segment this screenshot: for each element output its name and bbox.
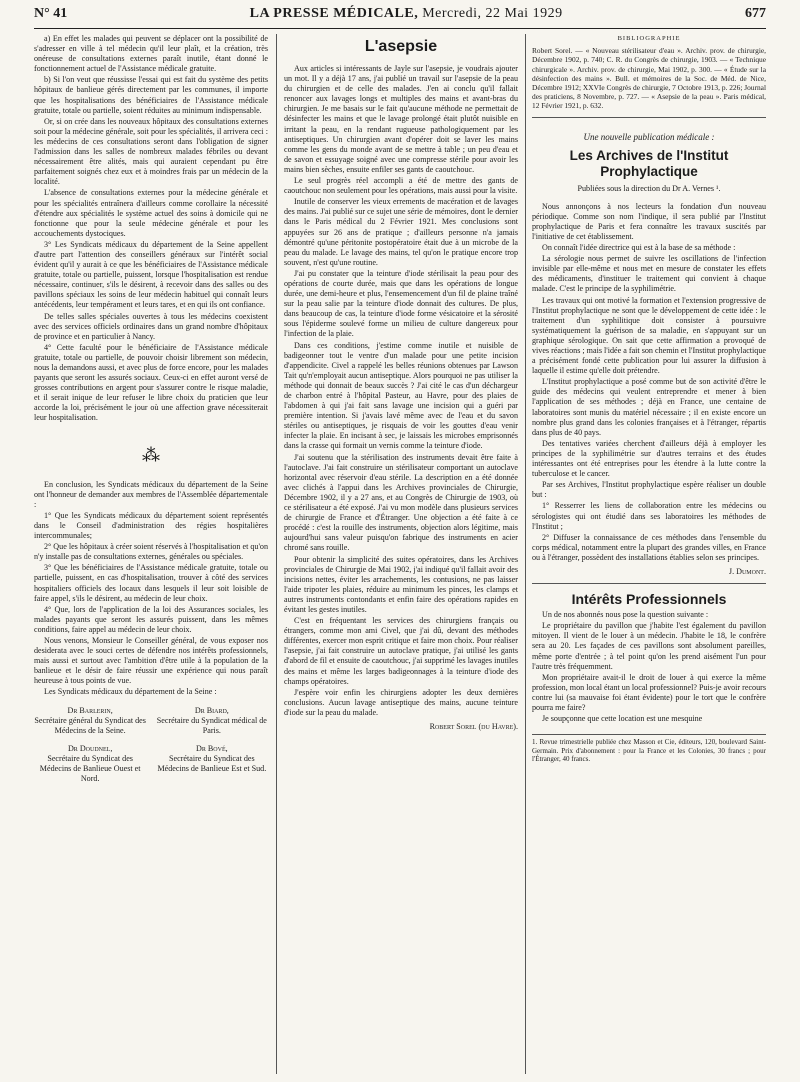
paragraph: Les travaux qui ont motivé la formation et l'extension progressive de l'Institut prophylactique ne sont que le développement de cette idée : le traitement d'un syphilitique doit consister à poursuivre systématiquement la guérison de sa maladie, en s'appuyant sur un graphique sérologique. On sait que cette affirmation a provoqué de vives réactions ; mais l'idée a fait son chemin et l'Institut prophylactique a précisément fondé cette publication pour lui assurer la diffusion à laquelle il estime qu'elle doit prétendre. (532, 295, 766, 376)
paragraph: Or, si on crée dans les nouveaux hôpitaux des consultations externes soit pour la médecine générale, soit pour les spécialités, il arrivera ceci : les médecins de ces consultations seront dans l'obligation de signer l'admission dans les salles de nombreux malades fébriles ou devant nécessairement être alités, mais qui auraient cependant pu être parfaitement soignés chez eux et à moindres frais par un médecin de la localité. (34, 116, 268, 187)
column-left (34, 34, 268, 1074)
paragraph: Le seul progrès réel accompli a été de mettre des gants de caoutchouc non seulement pour les opérations, mais aussi pour la visite. (284, 176, 518, 196)
paragraph: C'est en fréquentant les services des chirurgiens français ou étrangers, comme mon ami Civel, que j'ai dû, devant des méthodes différentes, exercer mon esprit critique et faire mon choix. Pour réaliser l'asepsie, j'ai fait construire un autoclave pratique, j'ai utilisé les gants d'abord de fil et ensuite de caoutchouc, j'ai supprimé les lavages inutiles des mains et même les larges badigeonnages à la teinture d'iode des champs opératoires. (284, 616, 518, 686)
paragraph: La sérologie nous permet de suivre les oscillations de l'infection invisible par elle-même et nous met en mesure de constater les effets des médicaments, d'instituer le traitement qui convient à chaque malade. C'est le principe de la syphilimétrie. (532, 254, 766, 294)
interets-title: Intérêts Professionnels (571, 591, 727, 608)
article-title-asepsie: L'asepsie (364, 38, 438, 55)
paragraph: Par ses Archives, l'Institut prophylactique espère réaliser un double but : (532, 480, 766, 500)
conclusion-paragraph: 1° Que les Syndicats médicaux du département soient représentés dans le Conseil d'administration des régies hospitalières intercommunales; (34, 510, 268, 541)
asepsie-paragraphs (284, 64, 518, 718)
signature-doudnel (34, 744, 146, 784)
publication-subtitle: Publiées sous la direction du Dr A. Vernes ¹. (577, 183, 721, 193)
column-middle (284, 34, 518, 1074)
issue-number: N° 41 (34, 6, 68, 21)
issue-date: Mercredi, 22 Mai 1929 (422, 6, 563, 21)
paragraph: Pour obtenir la simplicité des suites opératoires, dans les Archives provinciales de Chirurgie de Mai 1902, j'ai indiqué qu'il fallait avoir des incisions nettes, éviter les arrachements, les contusions, ne pas laisser l'aide tripoter les plaies, réduire au minimum les pinces, les clamps et autres instruments contondants et enfin faire des opérations rapides en évitant les gestes inutiles. (284, 554, 518, 614)
signatures (34, 706, 268, 793)
paragraph: L'Institut prophylactique a posé comme but de son activité d'être le guide des médecins qui veulent entreprendre et mener à bien l'application de ses méthodes ; déjà en France, une centaine de laboratoires sont munis du matériel nécessaire ; il en existe encore un nombre plus grand dans les colonies françaises et à l'étranger, répartis dans plus de 40 pays. (532, 377, 766, 437)
paragraph: J'ai pu constater que la teinture d'iode stérilisait la peau pour des opérations de courte durée, mais que dans les opérations de longue durée, une demi-heure et plus, l'ensemencement d'un fil de plaine traîné sur la peau salie par la teinture d'iode donnait des cultures. De plus, dans beaucoup de cas, la teinture d'iode forme vésicatoire et la sérosité sous l'épiderme soulevé forme un milieu de culture dangereux pour l'infection de la plaie. (284, 268, 518, 339)
conclusion-paragraph: 4° Que, lors de l'application de la loi des Assurances sociales, les malades payants que seront les assurés puissent, dans les mêmes conditions, faire appel au médecin de leur choix. (34, 604, 268, 634)
conclusion-paragraph: Nous venons, Monsieur le Conseiller général, de vous exposer nos desiderata avec le souci certes de défendre nos intérêts professionnels, mais aussi et surtout avec l'ambition d'être utile à la population de la banlieue et le désir de faire réussir une expérience qui nous paraît heureuse à tous points de vue. (34, 635, 268, 686)
signature-role: Secrétaire du Syndicat des Médecins de Banlieue Est et Sud. (157, 753, 267, 773)
publication-title: Les Archives de l'Institut Prophylactique (569, 147, 729, 179)
paragraph: On connaît l'idée directrice qui est à la base de sa méthode : (542, 243, 736, 253)
paragraph: Dans ces conditions, j'estime comme inutile et nuisible de badigeonner tout le ventre d'un malade pour une petite incision d'appendicite. Civel a rappelé les belles réunions obtenues par Lawson Tait qu'n'employait aucun antiseptique. Alors pourquoi ne pas utiliser la méthode qui donnait de beaux succès ? J'ai cité le cas d'un déchargeur de charbon entré à l'hôpital Pasteur, au Havre, pour des plaies de l'abdomen à qui j'ai fait sans lavage une incision qui a guéri par première intention. Si j'avais lavé même avec de l'eau et du savon stériles ou antiseptiques, je risquais de voir les gouttes d'eau venir infecter la plaie. En incisant à sec, je laissais les microbes emprisonnés dans la crasse qui formait un vernis comme la teinture d'iode. (284, 340, 518, 451)
paragraph: 2° Diffuser la connaissance de ces méthodes dans l'ensemble du corps médical, notamment entre la plupart des grandes villes, en France ou à l'étranger, possèdent des installations établies selon ses principes. (532, 532, 766, 562)
signature-role: Secrétaire du Syndicat médical de Paris. (156, 715, 267, 735)
conclusion-paragraph: 2° Que les hôpitaux à créer soient réservés à l'hospitalisation et qu'on n'y installe pas de consultations externes, générales ou spéciales. (34, 542, 268, 562)
paragraph: Nous annonçons à nos lecteurs la fondation d'un nouveau périodique. Comme son nom l'indique, il sera publié par l'Institut prophylactique de Paris et fera connaître les travaux suscités par l'initiative de cet établissement. (532, 201, 766, 241)
signature-name: Dr Doudnel, (67, 743, 113, 753)
interets-paragraphs (532, 610, 766, 724)
paragraph: De telles salles spéciales ouvertes à tous les médecins coexistent avec des services officiels ordinaires dans un grand nombre d'hôpitaux de province et en particulier à Nancy. (34, 311, 268, 341)
separator (532, 583, 766, 584)
signature-name: Dr Bové, (196, 743, 228, 753)
paragraph: 4° Cette faculté pour le bénéficiaire de l'Assistance médicale gratuite, totale ou partielle, de pouvoir choisir librement son médecin, nous la demandons aussi, et avec plus de force encore, pour les malades payants que seront les assurés sociaux. Ceux-ci en effet auront versé de grosses contributions en argent pour s'assurer contre le risque maladie, et il serait inique de leur refuser le libre choix du praticien que leur accorde la loi, précisément le jour où une affection grave nécessiterait leur hospitalisation. (34, 342, 268, 423)
paragraph: a) En effet les malades qui peuvent se déplacer ont la possibilité de s'adresser en ville à tel médecin qu'il leur plaît, et la création, très onéreuse de consultations externes paraît inutile, étant donné le fonctionnement actuel de l'Assistance médicale gratuite. (34, 34, 268, 74)
paragraph: J'espère voir enfin les chirurgiens adopter les deux dernières conclusions. Aucun lavage antiseptique des mains, aucune teinture d'iode sur la peau du malade. (284, 687, 518, 717)
column-rule-2 (525, 34, 526, 1074)
signature-role: Secrétaire du Syndicat des Médecins de Banlieue Ouest et Nord. (39, 753, 141, 784)
paragraph: Inutile de conserver les vieux errements de macération et de lavages des mains. J'ai publié sur ce sujet une série de mémoires, dont le dernier dans le Paris médical du 2 Février 1921. Mes conclusions sont appuyées sur 26 ans de pratique ; d'ailleurs personne n'a jamais démontré qu'une péritonite postopératoire était due à un microbe de la peau du malade. Le lavage des mains, tel qu'on le pratique encore trop souvent, n'est qu'une routine. (284, 197, 518, 267)
paragraph: b) Si l'on veut que réussisse l'essai qui est fait du système des petits hôpitaux de banlieue gérés directement par les communes, il importe que les hospitalisations des bénéficiaires de l'Assistance médicale gratuite, totale ou partielle, soient réduites au minimum indispensable. (34, 75, 268, 115)
bibliography-text: Robert Sorel. — « Nouveau stérilisateur d'eau ». Archiv. prov. de chirurgie, Décembre 1902, p. 740; C. R. du Congrès de chirurgie, 1903. — « Technique chirurgicale ». Archiv. prov. de chirurgie, Mai 1902, p. 300. — « Étude sur la désinfection des mains ». Bull. et mémoires de la Soc. de Méd. de Nice, Décembre 1912; XXVIe Congrès de chirurgie, 7 Octobre 1913, p. 226; Journal des praticiens, 8 Novembre, p. 727. — « Asepsie de la peau ». Paris médical, 12 Février 1921, p. 632. (532, 46, 766, 111)
paragraph: Aux articles si intéressants de Jayle sur l'asepsie, je voudrais ajouter un mot. Il y a déjà 17 ans, j'ai publié un travail sur l'asepsie de la peau du chirurgien et de celle des malades. J'en ai conclu qu'il fallait renoncer aux lavages longs et multiples des mains et avant-bras du chirurgien. Je me basais sur le fait qu'aucune méthode ne permettait de désinfecter les mains et que le lavage prolongé était plutôt nuisible en irritant la peau, en la rendant rugueuse pathologiquement par les antiseptiques. Un chirurgien avant d'opérer doit se laver les mains comme les gens du monde avant de se mettre à table ; un peu d'eau et de savon et essuyage soigné avec une compresse stérile pour avoir les mains bien sèches, ensuite enfiler ses gants de caoutchouc. (284, 64, 518, 174)
signature-name: Dr Barlerin, (67, 705, 113, 715)
page-number: 677 (744, 6, 766, 21)
separator (532, 117, 766, 118)
signature-biard (156, 706, 268, 736)
bibliography-heading: BIBLIOGRAPHIE (617, 35, 681, 42)
journal-name: LA PRESSE MÉDICALE, (249, 6, 419, 21)
paragraph: Des tentatives variées cherchent d'ailleurs déjà à employer les principes de la syphilimétrie sur d'autres terrains et des études intéressantes ont été entreprises pour les étendre à la lutte contre la tuberculose et le cancer. (532, 438, 766, 479)
page-header (34, 6, 766, 29)
paragraph: Mon propriétaire avait-il le droit de louer à qui exerce la même profession, mon local étant un local professionnel? Puis-je avoir recours contre lui (sa mauvaise foi étant évidente) pour le tort que le confrère pourra me faire? (532, 672, 766, 713)
paragraph: 3° Les Syndicats médicaux du département de la Seine appellent d'autre part l'attention des conseillers généraux sur l'intérêt social évident qu'il y aurait à ce que les bénéficiaires de l'Assistance médicale gratuite, totale ou partielle, puissent, lorsque l'hospitalisation est rendue nécessaire, continuer, s'ils le désirent, à recevoir dans des salles ou des pavillons spéciaux les soins de leur médecin habituel qui connaît leurs antécédents, leur tempérament et leurs tares, et en qui ils ont confiance. (34, 239, 268, 310)
paragraph: Un de nos abonnés nous pose la question suivante : (542, 610, 709, 620)
conclusion-paragraph: Les Syndicats médicaux du département de la Seine : (44, 687, 217, 697)
publication-paragraphs (532, 202, 766, 563)
paragraph: J'ai soutenu que la stérilisation des instruments devait être faite à l'autoclave. J'ai fait construire un stérilisateur comportant un autoclave horizontal avec réservoir d'eau stérile. La description en a été donnée avec clichés à l'appui dans les Archives provinciales de Chirurgie, Décembre 1902, il y a 27 ans, et au Congrès de Chirurgie de 1903, où ce stérilisateur a été exposé. J'ai vu mon modèle dans plusieurs services de chirurgie de France et d'Étranger. Une objection a été faite à ce procédé : c'est la rouille des instruments, objection alors légitime, mais aujourd'hui sans valeur puisqu'on fabrique des instruments en acier chromé sans rouille. (284, 452, 518, 553)
signature-barlerin (34, 706, 146, 736)
signature-name: Dr Biard, (194, 705, 229, 715)
section-stars: ⁂ (142, 444, 160, 465)
footnote: 1. Revue trimestrielle publiée chez Masson et Cie, éditeurs, 120, boulevard Saint-Germain. Prix d'abonnement : pour la France et les Colonies, 30 francs ; pour l'Étranger, 40 francs. (532, 734, 766, 764)
publication-kicker: Une nouvelle publication médicale : (583, 131, 715, 142)
column-right (532, 34, 766, 1074)
conclusion-paragraphs (34, 480, 268, 698)
column-rule-1 (276, 34, 277, 1074)
journal-title (250, 6, 563, 22)
paragraph: 1° Resserrer les liens de collaboration entre les médecins ou sérologistes qui ont étudié dans ses laboratoires les méthodes de l'Institut ; (532, 501, 766, 531)
conclusion-paragraph: 3° Que les bénéficiaires de l'Assistance médicale gratuite, totale ou partielle, puissent, en cas d'hospitalisation, trouver à côté des services hospitaliers officiels des locaux dans lesquels il leur soit loisible de faire appel, s'ils le désirent, au médecin de leur choix. (34, 563, 268, 603)
signature-bove (156, 744, 268, 784)
syndicats-paragraphs (34, 34, 268, 424)
paragraph: Le propriétaire du pavillon que j'habite l'est également du pavillon mitoyen. Il vient de le louer à un médecin. J'habite le 18, le confrère sera au 20. Les façades de ces pavillons sont absolument pareilles, même porte d'entrée ; à tel point qu'on les prend aisément l'un pour l'autre très fréquemment. (532, 621, 766, 671)
paragraph: Je soupçonne que cette location est une mesquine (542, 714, 703, 724)
publication-author: J. Dumont. (728, 566, 766, 576)
signature-role: Secrétaire général du Syndicat des Médecins de la Seine. (34, 715, 146, 735)
article-author: Robert Sorel (du Havre). (429, 722, 518, 731)
conclusion-paragraph: En conclusion, les Syndicats médicaux du département de la Seine ont l'honneur de demander aux membres de l'Assemblée départementale : (34, 479, 268, 509)
paragraph: L'absence de consultations externes pour la médecine générale et pour les spécialités entraînera d'ailleurs comme corollaire la nécessité d'étendre aux spécialités le système actuel des soins à domicile qui ne fonctionne que pour la seule médecine générale et pour les accouchements dystociques. (34, 188, 268, 238)
